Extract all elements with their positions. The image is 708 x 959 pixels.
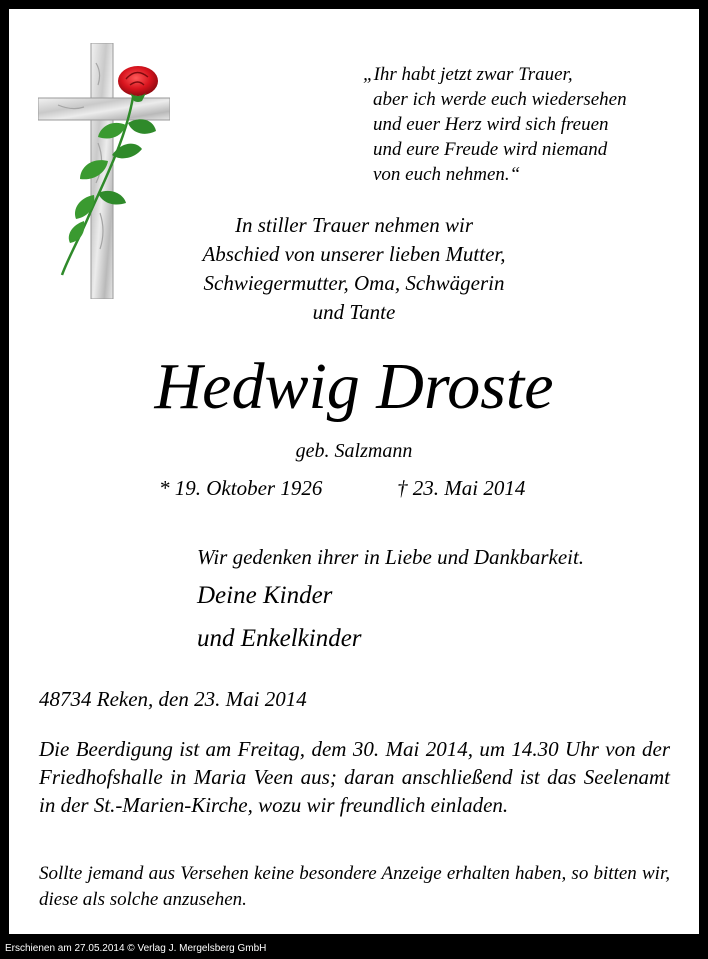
intro-line: und Tante bbox=[312, 300, 396, 324]
funeral-details: Die Beerdigung ist am Freitag, dem 30. Mai 2014, um 14.30 Uhr von der Friedhofshalle in Maria Veen aus; daran anschließend ist das Seelenamt in der St.-Marien-Kirche, wozu wir freundlich einladen. bbox=[39, 737, 670, 817]
quote-line: von euch nehmen.“ bbox=[373, 164, 521, 185]
signature-line: Deine Kinder bbox=[197, 582, 333, 609]
death-date: † 23. Mai 2014 bbox=[397, 476, 526, 500]
signature-line: und Enkelkinder bbox=[197, 625, 362, 652]
place-and-date: 48734 Reken, den 23. Mai 2014 bbox=[39, 687, 307, 711]
obituary-card bbox=[9, 9, 699, 934]
mourning-intro bbox=[129, 211, 579, 327]
publication-footer: Erschienen am 27.05.2014 © Verlag J. Mergelsberg GmbH bbox=[5, 943, 267, 954]
bible-quote bbox=[363, 62, 683, 187]
quote-line: aber ich werde euch wiedersehen bbox=[373, 89, 627, 110]
quote-line: und euer Herz wird sich freuen bbox=[373, 114, 609, 135]
quote-line: „Ihr habt jetzt zwar Trauer, bbox=[363, 64, 573, 85]
notice-note: Sollte jemand aus Versehen keine besondere Anzeige erhalten haben, so bitten wir, diese als solche anzusehen. bbox=[39, 863, 670, 910]
remembrance-line: Wir gedenken ihrer in Liebe und Dankbarkeit. bbox=[197, 545, 585, 569]
birth-name: geb. Salzmann bbox=[295, 440, 413, 462]
intro-line: Abschied von unserer lieben Mutter, bbox=[202, 242, 506, 266]
quote-line: und eure Freude wird niemand bbox=[373, 139, 608, 160]
intro-line: Schwiegermutter, Oma, Schwägerin bbox=[203, 271, 505, 295]
birth-date: * 19. Oktober 1926 bbox=[159, 476, 323, 500]
intro-line: In stiller Trauer nehmen wir bbox=[234, 213, 473, 237]
deceased-name: Hedwig Droste bbox=[154, 350, 554, 423]
life-dates bbox=[159, 474, 589, 502]
